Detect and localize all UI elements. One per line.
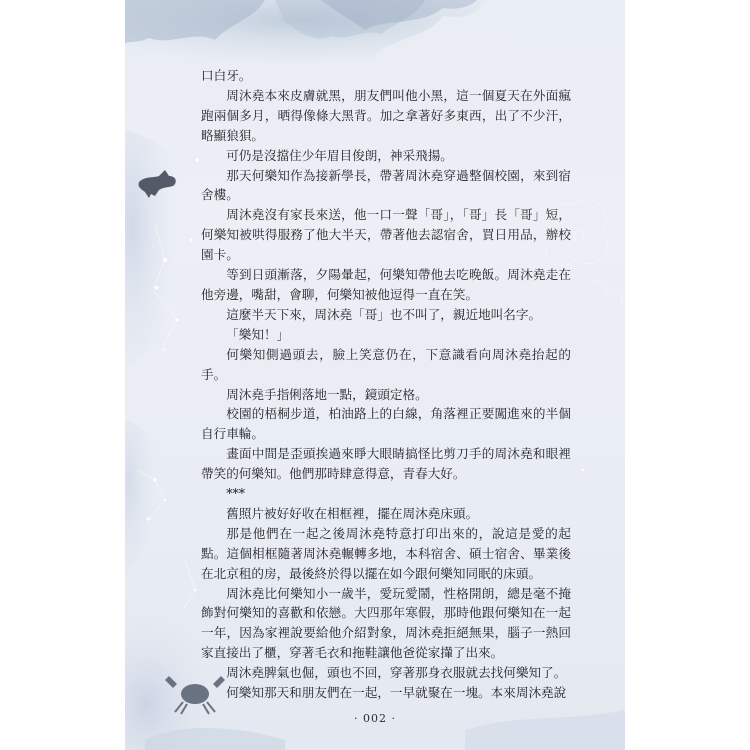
section-break: *** xyxy=(226,486,246,502)
paragraph: 周沐堯比何樂知小一歲半，愛玩愛鬧，性格開朗，總是毫不掩飾對何樂知的喜歡和依戀。大四那年寒假，那時他跟何樂知在一起一年，因為家裡說要給他介紹對象，周沐堯拒絕無果，腦子一熱回家直接出了櫃，穿著毛衣和拖鞋讓他爸從家攆了出來。 xyxy=(201,585,571,661)
left-watercolor-wash xyxy=(125,130,188,580)
paragraph: 這麼半天下來，周沐堯「哥」也不叫了，親近地叫名字。 xyxy=(226,306,542,322)
svg-text:✦: ✦ xyxy=(153,284,161,294)
paragraph: 何樂知那天和朋友們在一起，一早就聚在一塊。本來周沐堯說 xyxy=(226,685,567,701)
book-page xyxy=(125,0,625,750)
paragraph: 等到日頭漸落，夕陽暈起，何樂知帶他去吃晚飯。周沐堯走在他旁邊，嘴甜，會聊，何樂知被他逗得一直在笑。 xyxy=(201,267,571,302)
paragraph: 可仍是沒擋住少年眉目俊朗，神采飛揚。 xyxy=(226,147,453,163)
top-watercolor-wash xyxy=(125,0,485,66)
svg-text:✦: ✦ xyxy=(145,515,152,524)
paragraph: 周沐堯本來皮膚就黑，朋友們叫他小黑，這一個夏天在外面瘋跑兩個多月，晒得像條大黑背。加之拿著好多東西，出了不少汗，略顯狼狽。 xyxy=(201,87,571,143)
paragraph: 周沐堯沒有家長來送，他一口一聲「哥」，「哥」長「哥」短，何樂知被哄得服務了他大半天，帶著他去認宿舍，買日用品，辦校園卡。 xyxy=(201,207,571,263)
paragraph: 「樂知！」 xyxy=(226,326,290,342)
paragraph: 舊照片被好好收在相框裡，擺在周沐堯床頭。 xyxy=(226,505,479,521)
body-text xyxy=(201,66,571,703)
paragraph: 畫面中間是歪頭挨過來睜大眼睛搞怪比剪刀手的周沐堯和眼裡帶笑的何樂知。他們那時肆意得意，青春大好。 xyxy=(201,446,571,482)
paragraph: 口白牙。 xyxy=(201,68,252,83)
paragraph: 周沐堯脾氣也倔，頭也不回，穿著那身衣服就去找何樂知了。 xyxy=(226,665,567,681)
paragraph: 周沐堯手指俐落地一點，鏡頭定格。 xyxy=(226,386,428,402)
svg-text:✧: ✧ xyxy=(161,346,168,355)
paragraph: 校園的梧桐步道，柏油路上的白線，角落裡正要闖進來的半個自行車輪。 xyxy=(201,406,571,442)
paragraph: 那天何樂知作為接新學長，帶著周沐堯穿過整個校園，來到宿舍樓。 xyxy=(201,167,571,203)
page-number: · 002 · xyxy=(354,712,396,725)
paragraph: 何樂知側過頭去，臉上笑意仍在，下意識看向周沐堯抬起的手。 xyxy=(201,346,571,382)
paragraph: 那是他們在一起之後周沐堯特意打印出來的，說這是愛的起點。這個相框隨著周沐堯輾轉多地，本科宿舍、碩士宿舍、畢業後在北京租的房，最後終於得以擺在如今跟何樂知同眠的床頭。 xyxy=(201,525,571,581)
